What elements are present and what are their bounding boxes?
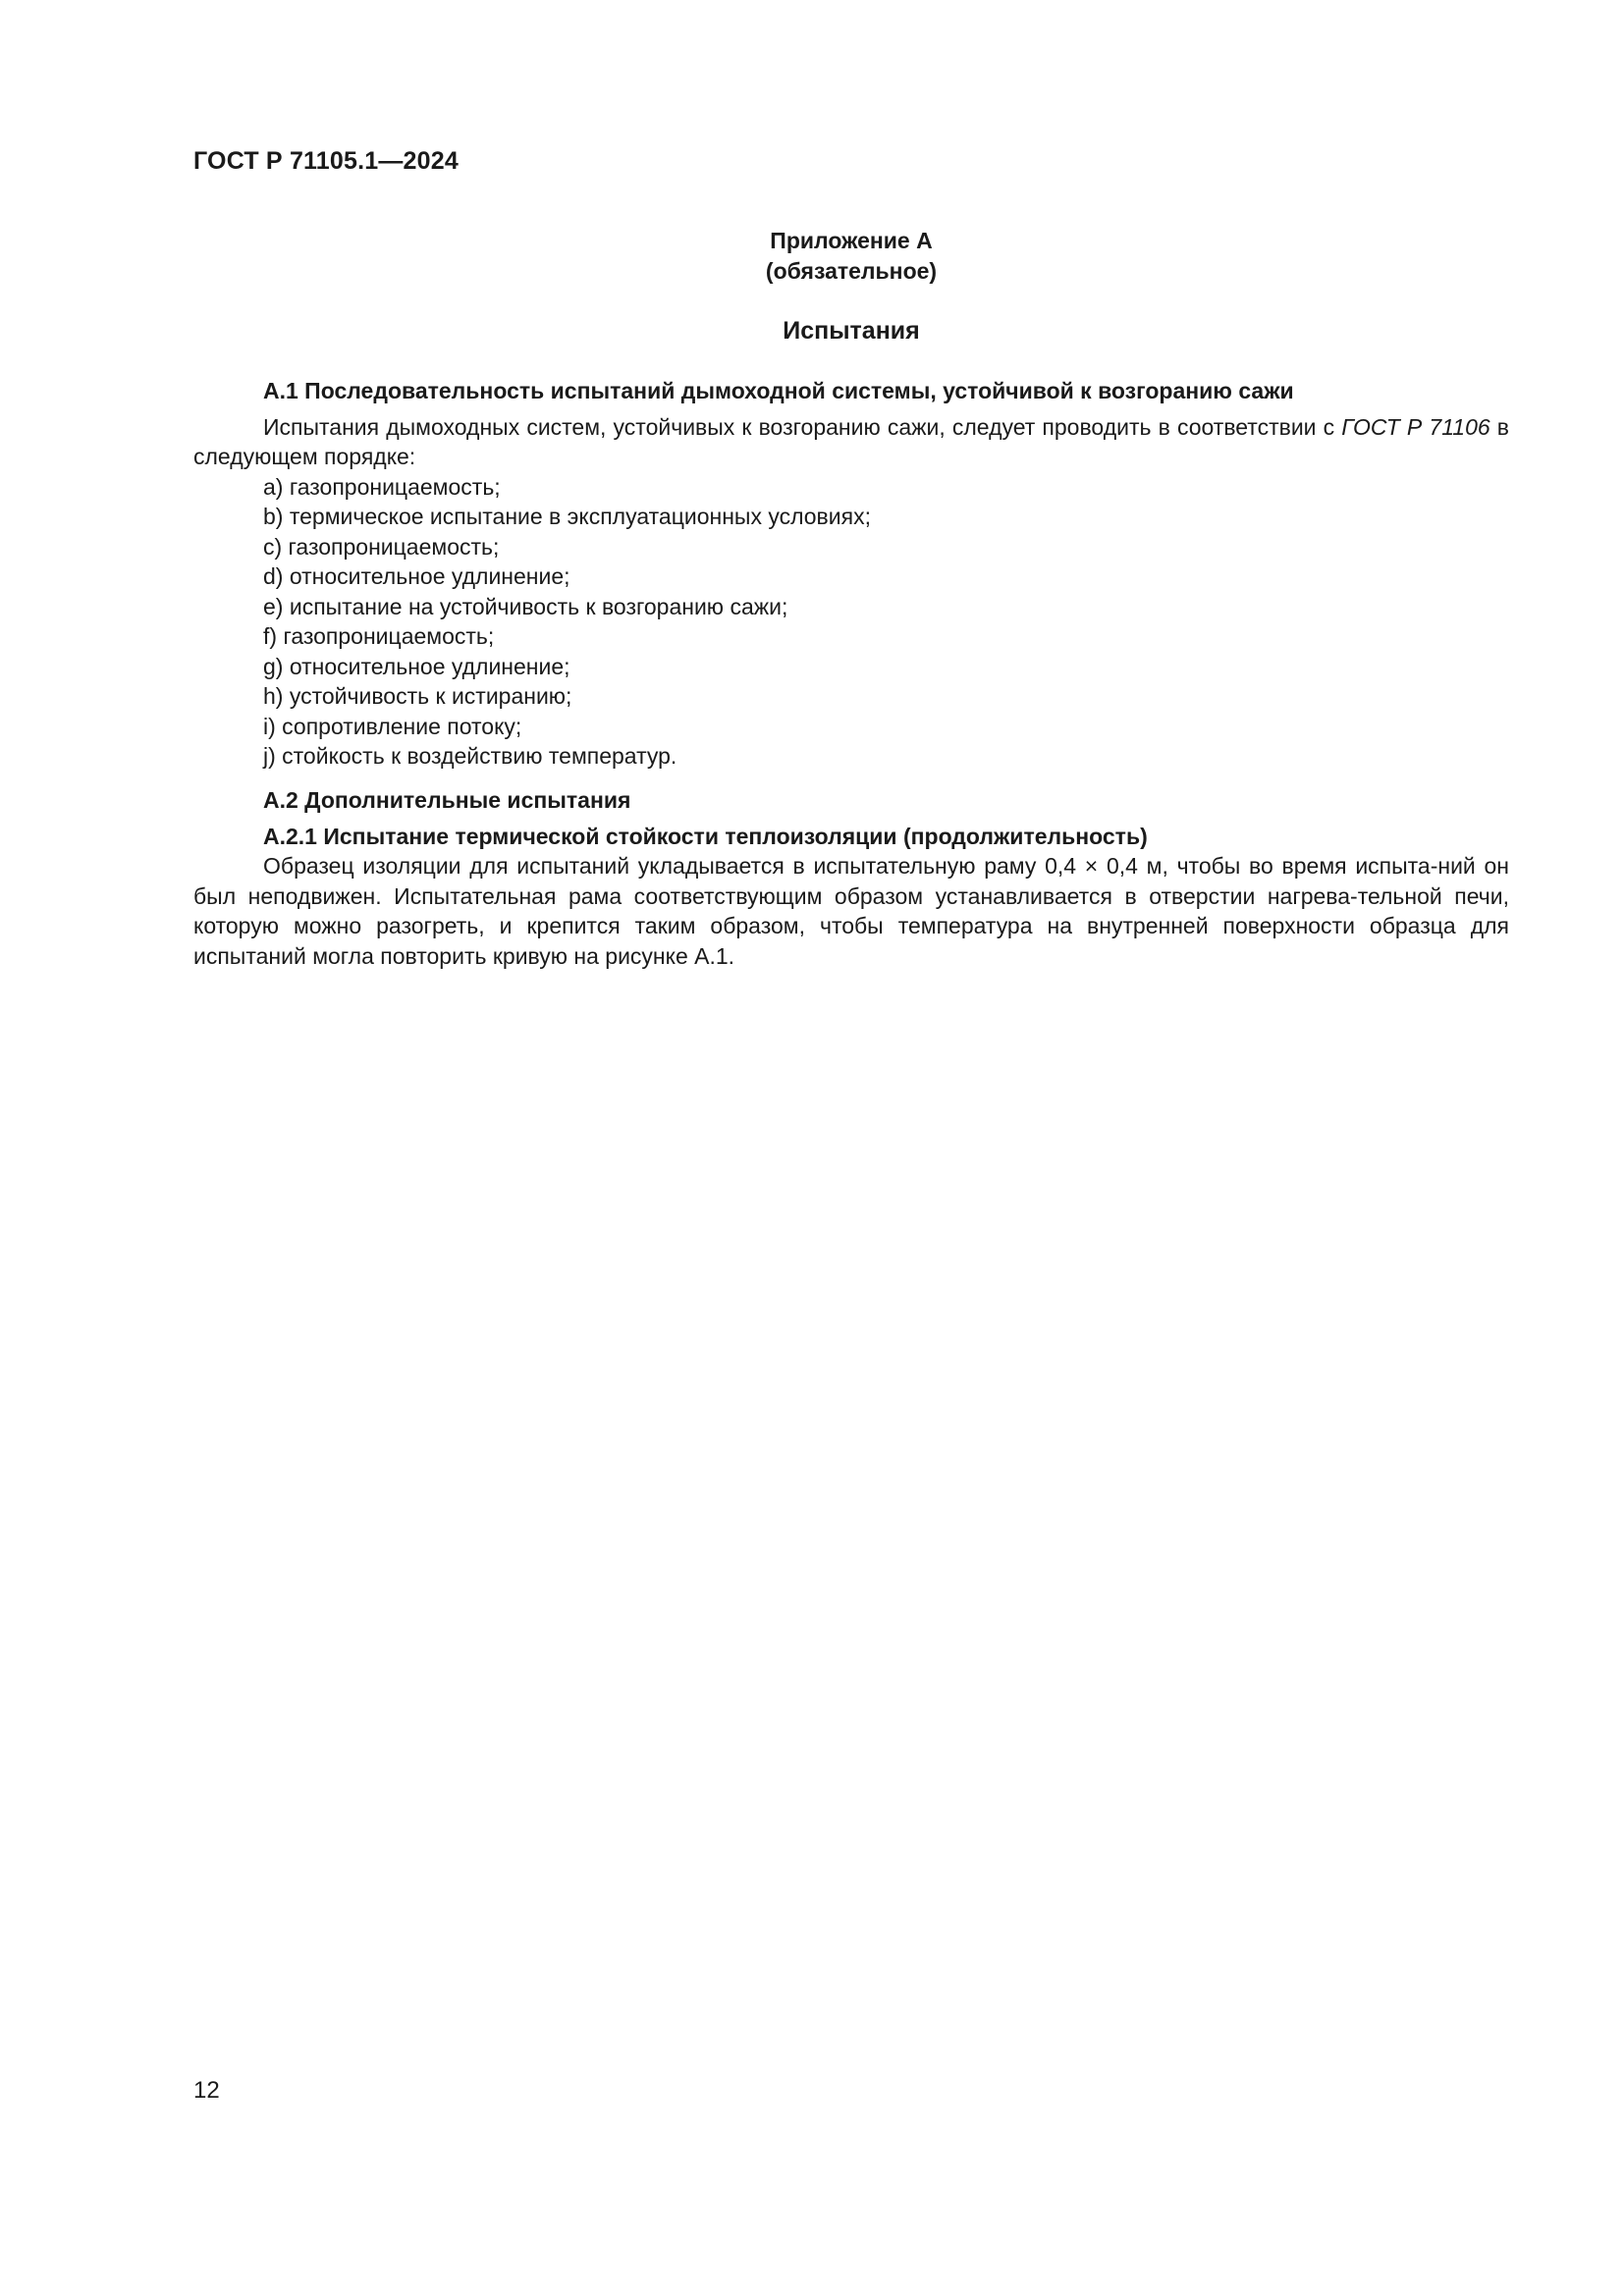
section-title: Испытания: [783, 317, 920, 345]
annex-status: (обязательное): [765, 258, 938, 284]
clause-a2-heading: А.2 Дополнительные испытания: [263, 787, 631, 813]
standard-reference: ГОСТ Р 71106: [1341, 413, 1490, 440]
clause-a1-intro: [193, 412, 1509, 472]
annex-title: Приложение А: [770, 228, 933, 253]
document-code: ГОСТ Р 71105.1—2024: [193, 147, 459, 175]
list-item: a) газопроницаемость;: [263, 473, 501, 500]
list-item: g) относительное удлинение;: [263, 653, 570, 679]
list-item: e) испытание на устойчивость к возгоранию сажи;: [263, 593, 788, 619]
list-item: i) сопротивление потоку;: [263, 713, 522, 739]
clause-a2: [193, 785, 1509, 971]
list-item: c) газопроницаемость;: [263, 533, 500, 560]
clause-a2-1-heading: А.2.1 Испытание термической стойкости теплоизоляции (продолжительность): [263, 823, 1148, 849]
list-item: b) термическое испытание в эксплуатационных условиях;: [263, 504, 871, 529]
clause-a1: [193, 376, 1509, 772]
clause-a1-intro-part1: Испытания дымоходных систем, устойчивых к возгоранию сажи, следует проводить в соответствии с: [263, 413, 1342, 440]
clause-a1-intro-part2: в следующем порядке:: [193, 413, 1509, 469]
page-number: 12: [193, 2077, 220, 2104]
list-item: f) газопроницаемость;: [263, 623, 495, 649]
list-item: h) устойчивость к истиранию;: [263, 683, 572, 709]
test-sequence-list: [193, 472, 1509, 772]
list-item: j) стойкость к воздействию температур.: [263, 743, 677, 769]
list-item: d) относительное удлинение;: [263, 563, 570, 589]
clause-a1-heading: А.1 Последовательность испытаний дымоходной системы, устойчивой к возгоранию сажи: [263, 378, 1294, 403]
clause-a2-1-paragraph: Образец изоляции для испытаний укладывается в испытательную раму 0,4 × 0,4 м, чтобы во время испыта-ний он был неподвижен. Испытательная рама соответствующим образом устанавливается в отверстии нагрева-тельной печи, которую можно разогреть, и крепится таким образом, чтобы температура на внутренней поверхности образца для испытаний могла повторить кривую на рисунке А.1.: [193, 853, 1509, 969]
